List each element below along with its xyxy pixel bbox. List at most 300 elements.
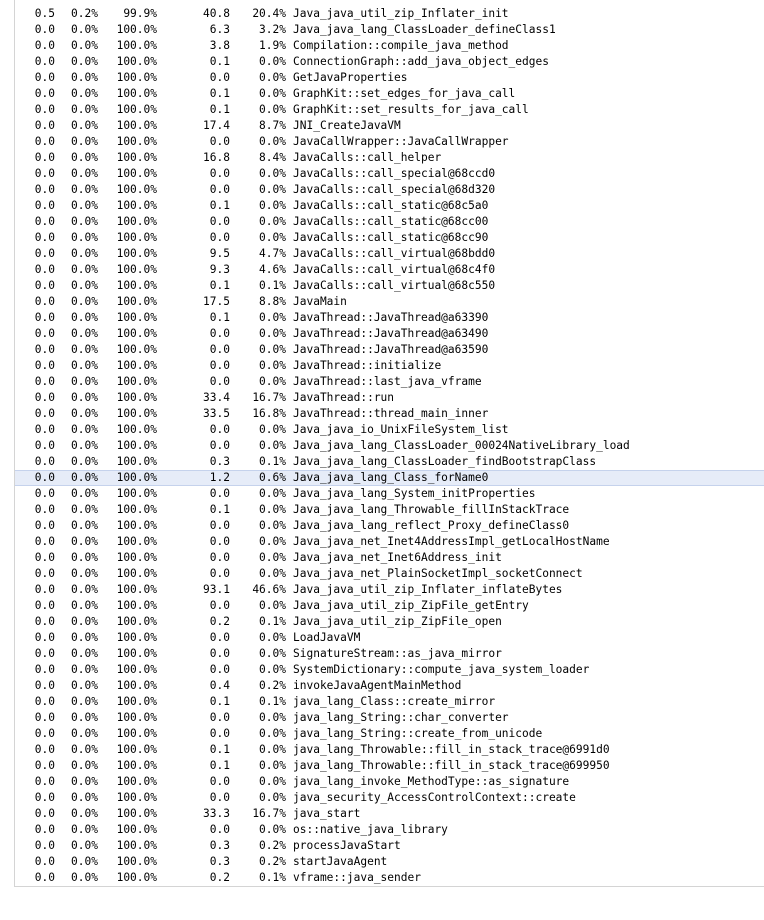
table-row[interactable]	[0, 662, 764, 678]
table-row[interactable]	[0, 118, 764, 134]
total-percent-cell: 0.0%	[259, 311, 286, 324]
total-time-cell: 0.0	[209, 519, 230, 532]
total-time-cell: 0.1	[209, 55, 230, 68]
total-time-cell: 0.0	[209, 631, 230, 644]
total-percent-cell: 0.0%	[259, 423, 286, 436]
total-percent-cell: 0.0%	[259, 711, 286, 724]
self-time-cell: 0.0	[34, 855, 55, 868]
total-percent-cell: 0.0%	[259, 71, 286, 84]
self-percent-cell: 0.0%	[71, 551, 98, 564]
total-percent-cell: 20.4%	[252, 7, 286, 20]
table-row[interactable]	[0, 726, 764, 742]
cumulative-percent-cell: 100.0%	[116, 663, 157, 676]
cumulative-percent-cell: 100.0%	[116, 151, 157, 164]
bottom-divider	[14, 886, 764, 887]
total-time-cell: 0.0	[209, 423, 230, 436]
function-name-cell: Compilation::compile_java_method	[293, 39, 509, 52]
self-time-cell: 0.0	[34, 103, 55, 116]
total-time-cell: 0.0	[209, 823, 230, 836]
self-percent-cell: 0.0%	[71, 439, 98, 452]
total-percent-cell: 1.9%	[259, 39, 286, 52]
function-name-cell: JavaCalls::call_special@68ccd0	[293, 167, 496, 180]
table-row[interactable]	[0, 262, 764, 278]
self-time-cell: 0.0	[34, 199, 55, 212]
total-percent-cell: 0.0%	[259, 375, 286, 388]
total-percent-cell: 16.7%	[252, 391, 286, 404]
total-percent-cell: 0.0%	[259, 343, 286, 356]
total-time-cell: 0.1	[209, 695, 230, 708]
self-time-cell: 0.0	[34, 471, 55, 484]
table-row[interactable]	[0, 454, 764, 470]
total-time-cell: 0.0	[209, 215, 230, 228]
total-time-cell: 9.3	[209, 263, 230, 276]
self-percent-cell: 0.0%	[71, 407, 98, 420]
table-row[interactable]	[0, 742, 764, 758]
self-time-cell: 0.0	[34, 215, 55, 228]
cumulative-percent-cell: 99.9%	[123, 7, 157, 20]
total-percent-cell: 0.0%	[259, 167, 286, 180]
self-percent-cell: 0.0%	[71, 103, 98, 116]
table-row[interactable]	[0, 774, 764, 790]
self-percent-cell: 0.0%	[71, 167, 98, 180]
table-row[interactable]	[0, 294, 764, 310]
table-row[interactable]	[0, 246, 764, 262]
cumulative-percent-cell: 100.0%	[116, 679, 157, 692]
cumulative-percent-cell: 100.0%	[116, 279, 157, 292]
self-percent-cell: 0.0%	[71, 599, 98, 612]
self-time-cell: 0.0	[34, 311, 55, 324]
function-name-cell: java_lang_invoke_MethodType::as_signature	[293, 775, 570, 788]
cumulative-percent-cell: 100.0%	[116, 231, 157, 244]
table-row[interactable]	[0, 422, 764, 438]
table-row[interactable]	[0, 630, 764, 646]
self-time-cell: 0.0	[34, 519, 55, 532]
function-name-cell: JavaThread::run	[293, 391, 395, 404]
table-row[interactable]	[0, 278, 764, 294]
function-name-cell: vframe::java_sender	[293, 871, 421, 884]
self-percent-cell: 0.0%	[71, 775, 98, 788]
total-percent-cell: 0.0%	[259, 631, 286, 644]
function-name-cell: Java_java_net_PlainSocketImpl_socketConnect	[293, 567, 583, 580]
cumulative-percent-cell: 100.0%	[116, 119, 157, 132]
total-percent-cell: 0.0%	[259, 759, 286, 772]
cumulative-percent-cell: 100.0%	[116, 103, 157, 116]
total-percent-cell: 0.0%	[259, 567, 286, 580]
self-time-cell: 0.0	[34, 279, 55, 292]
cumulative-percent-cell: 100.0%	[116, 311, 157, 324]
cumulative-percent-cell: 100.0%	[116, 455, 157, 468]
function-name-cell: Java_java_util_zip_Inflater_inflateBytes	[293, 583, 563, 596]
total-time-cell: 0.0	[209, 359, 230, 372]
cumulative-percent-cell: 100.0%	[116, 711, 157, 724]
self-time-cell: 0.0	[34, 359, 55, 372]
total-time-cell: 0.1	[209, 311, 230, 324]
self-time-cell: 0.0	[34, 231, 55, 244]
self-percent-cell: 0.0%	[71, 535, 98, 548]
total-time-cell: 0.0	[209, 599, 230, 612]
cumulative-percent-cell: 100.0%	[116, 519, 157, 532]
total-percent-cell: 0.0%	[259, 183, 286, 196]
self-time-cell: 0.0	[34, 247, 55, 260]
function-name-cell: JavaThread::last_java_vframe	[293, 375, 482, 388]
self-percent-cell: 0.0%	[71, 215, 98, 228]
total-time-cell: 0.0	[209, 167, 230, 180]
cumulative-percent-cell: 100.0%	[116, 135, 157, 148]
function-name-cell: JNI_CreateJavaVM	[293, 119, 401, 132]
table-row[interactable]	[0, 86, 764, 102]
total-percent-cell: 0.0%	[259, 487, 286, 500]
total-percent-cell: 0.1%	[259, 871, 286, 884]
table-row[interactable]	[0, 838, 764, 854]
self-time-cell: 0.0	[34, 823, 55, 836]
table-row[interactable]	[0, 390, 764, 406]
table-row[interactable]	[0, 790, 764, 806]
total-percent-cell: 0.0%	[259, 439, 286, 452]
table-row[interactable]	[0, 854, 764, 870]
self-time-cell: 0.0	[34, 263, 55, 276]
table-row[interactable]	[0, 822, 764, 838]
function-name-cell: JavaCalls::call_static@68c5a0	[293, 199, 489, 212]
table-row[interactable]	[0, 326, 764, 342]
cumulative-percent-cell: 100.0%	[116, 295, 157, 308]
self-time-cell: 0.0	[34, 487, 55, 500]
cumulative-percent-cell: 100.0%	[116, 583, 157, 596]
cumulative-percent-cell: 100.0%	[116, 487, 157, 500]
self-percent-cell: 0.0%	[71, 423, 98, 436]
table-row[interactable]	[0, 598, 764, 614]
function-name-cell: JavaThread::JavaThread@a63490	[293, 327, 489, 340]
total-percent-cell: 0.1%	[259, 455, 286, 468]
cumulative-percent-cell: 100.0%	[116, 567, 157, 580]
table-row[interactable]	[0, 198, 764, 214]
self-percent-cell: 0.0%	[71, 327, 98, 340]
cumulative-percent-cell: 100.0%	[116, 871, 157, 884]
function-name-cell: Java_java_lang_ClassLoader_00024NativeLibrary_load	[293, 439, 630, 452]
function-name-cell: java_start	[293, 807, 361, 820]
function-name-cell: Java_java_lang_Class_forName0	[293, 471, 489, 484]
self-time-cell: 0.0	[34, 871, 55, 884]
self-time-cell: 0.0	[34, 775, 55, 788]
self-percent-cell: 0.0%	[71, 391, 98, 404]
total-time-cell: 0.1	[209, 103, 230, 116]
table-row[interactable]	[0, 374, 764, 390]
self-time-cell: 0.0	[34, 583, 55, 596]
self-percent-cell: 0.0%	[71, 359, 98, 372]
cumulative-percent-cell: 100.0%	[116, 599, 157, 612]
cumulative-percent-cell: 100.0%	[116, 839, 157, 852]
table-row[interactable]	[0, 646, 764, 662]
self-time-cell: 0.0	[34, 55, 55, 68]
total-percent-cell: 0.1%	[259, 279, 286, 292]
function-name-cell: startJavaAgent	[293, 855, 388, 868]
self-percent-cell: 0.0%	[71, 455, 98, 468]
table-row[interactable]	[0, 166, 764, 182]
self-percent-cell: 0.0%	[71, 311, 98, 324]
table-row[interactable]	[0, 486, 764, 502]
self-percent-cell: 0.0%	[71, 343, 98, 356]
total-percent-cell: 0.0%	[259, 743, 286, 756]
function-name-cell: GraphKit::set_edges_for_java_call	[293, 87, 516, 100]
function-name-cell: invokeJavaAgentMainMethod	[293, 679, 462, 692]
self-percent-cell: 0.0%	[71, 55, 98, 68]
table-row[interactable]	[0, 518, 764, 534]
total-percent-cell: 0.0%	[259, 87, 286, 100]
table-row[interactable]	[0, 38, 764, 54]
self-percent-cell: 0.0%	[71, 647, 98, 660]
total-time-cell: 0.3	[209, 855, 230, 868]
table-row[interactable]	[0, 342, 764, 358]
cumulative-percent-cell: 100.0%	[116, 439, 157, 452]
total-time-cell: 0.0	[209, 135, 230, 148]
self-percent-cell: 0.0%	[71, 759, 98, 772]
table-row[interactable]	[0, 550, 764, 566]
self-percent-cell: 0.0%	[71, 23, 98, 36]
total-percent-cell: 16.7%	[252, 807, 286, 820]
total-time-cell: 0.1	[209, 759, 230, 772]
table-row[interactable]	[0, 134, 764, 150]
total-percent-cell: 0.2%	[259, 679, 286, 692]
self-time-cell: 0.0	[34, 647, 55, 660]
self-percent-cell: 0.0%	[71, 87, 98, 100]
total-time-cell: 0.1	[209, 279, 230, 292]
total-time-cell: 3.8	[209, 39, 230, 52]
total-time-cell: 0.0	[209, 535, 230, 548]
self-percent-cell: 0.0%	[71, 151, 98, 164]
function-name-cell: GraphKit::set_results_for_java_call	[293, 103, 529, 116]
self-time-cell: 0.5	[34, 7, 55, 20]
self-time-cell: 0.0	[34, 839, 55, 852]
cumulative-percent-cell: 100.0%	[116, 343, 157, 356]
table-row[interactable]	[0, 182, 764, 198]
total-time-cell: 0.0	[209, 663, 230, 676]
function-name-cell: JavaCallWrapper::JavaCallWrapper	[293, 135, 509, 148]
table-row[interactable]	[0, 214, 764, 230]
total-percent-cell: 0.0%	[259, 791, 286, 804]
function-name-cell: java_lang_Throwable::fill_in_stack_trace@699950	[293, 759, 610, 772]
total-percent-cell: 0.6%	[259, 471, 286, 484]
table-row[interactable]	[0, 710, 764, 726]
total-percent-cell: 0.0%	[259, 663, 286, 676]
cumulative-percent-cell: 100.0%	[116, 759, 157, 772]
self-time-cell: 0.0	[34, 535, 55, 548]
self-time-cell: 0.0	[34, 727, 55, 740]
self-percent-cell: 0.2%	[71, 7, 98, 20]
table-row[interactable]	[0, 694, 764, 710]
total-time-cell: 0.0	[209, 487, 230, 500]
total-time-cell: 0.2	[209, 615, 230, 628]
total-percent-cell: 4.7%	[259, 247, 286, 260]
function-name-cell: JavaCalls::call_static@68cc90	[293, 231, 489, 244]
function-name-cell: java_lang_Class::create_mirror	[293, 695, 496, 708]
cumulative-percent-cell: 100.0%	[116, 71, 157, 84]
total-time-cell: 0.0	[209, 775, 230, 788]
self-percent-cell: 0.0%	[71, 183, 98, 196]
total-time-cell: 0.1	[209, 87, 230, 100]
cumulative-percent-cell: 100.0%	[116, 535, 157, 548]
function-name-cell: Java_java_lang_Throwable_fillInStackTrace	[293, 503, 570, 516]
cumulative-percent-cell: 100.0%	[116, 55, 157, 68]
cumulative-percent-cell: 100.0%	[116, 727, 157, 740]
table-row[interactable]	[0, 102, 764, 118]
self-percent-cell: 0.0%	[71, 199, 98, 212]
table-row[interactable]	[0, 582, 764, 598]
total-percent-cell: 0.0%	[259, 647, 286, 660]
self-percent-cell: 0.0%	[71, 119, 98, 132]
table-row[interactable]	[0, 534, 764, 550]
self-percent-cell: 0.0%	[71, 583, 98, 596]
self-time-cell: 0.0	[34, 759, 55, 772]
table-row[interactable]	[0, 54, 764, 70]
self-percent-cell: 0.0%	[71, 631, 98, 644]
self-time-cell: 0.0	[34, 183, 55, 196]
cumulative-percent-cell: 100.0%	[116, 407, 157, 420]
cumulative-percent-cell: 100.0%	[116, 167, 157, 180]
total-time-cell: 0.0	[209, 727, 230, 740]
table-row[interactable]	[0, 566, 764, 582]
table-row[interactable]	[0, 678, 764, 694]
self-time-cell: 0.0	[34, 71, 55, 84]
self-time-cell: 0.0	[34, 439, 55, 452]
total-percent-cell: 8.8%	[259, 295, 286, 308]
total-percent-cell: 0.0%	[259, 519, 286, 532]
cumulative-percent-cell: 100.0%	[116, 807, 157, 820]
function-name-cell: Java_java_io_UnixFileSystem_list	[293, 423, 509, 436]
table-row[interactable]	[0, 614, 764, 630]
total-percent-cell: 46.6%	[252, 583, 286, 596]
self-percent-cell: 0.0%	[71, 519, 98, 532]
cumulative-percent-cell: 100.0%	[116, 855, 157, 868]
total-percent-cell: 0.0%	[259, 359, 286, 372]
self-time-cell: 0.0	[34, 791, 55, 804]
function-name-cell: Java_java_lang_reflect_Proxy_defineClass0	[293, 519, 570, 532]
table-row[interactable]	[0, 230, 764, 246]
total-time-cell: 0.0	[209, 327, 230, 340]
total-percent-cell: 0.0%	[259, 55, 286, 68]
total-percent-cell: 0.1%	[259, 695, 286, 708]
table-row[interactable]	[0, 438, 764, 454]
total-time-cell: 1.2	[209, 471, 230, 484]
total-time-cell: 0.2	[209, 871, 230, 884]
total-time-cell: 0.0	[209, 71, 230, 84]
self-time-cell: 0.0	[34, 663, 55, 676]
table-row[interactable]	[0, 358, 764, 374]
self-time-cell: 0.0	[34, 711, 55, 724]
self-time-cell: 0.0	[34, 407, 55, 420]
self-percent-cell: 0.0%	[71, 679, 98, 692]
self-percent-cell: 0.0%	[71, 135, 98, 148]
function-name-cell: Java_java_lang_System_initProperties	[293, 487, 536, 500]
total-percent-cell: 0.0%	[259, 599, 286, 612]
self-percent-cell: 0.0%	[71, 375, 98, 388]
self-time-cell: 0.0	[34, 743, 55, 756]
self-percent-cell: 0.0%	[71, 695, 98, 708]
table-row[interactable]	[0, 870, 764, 886]
cumulative-percent-cell: 100.0%	[116, 775, 157, 788]
total-time-cell: 40.8	[203, 7, 230, 20]
total-percent-cell: 0.0%	[259, 535, 286, 548]
total-time-cell: 17.4	[203, 119, 230, 132]
table-row[interactable]	[0, 806, 764, 822]
total-time-cell: 17.5	[203, 295, 230, 308]
self-percent-cell: 0.0%	[71, 567, 98, 580]
function-name-cell: GetJavaProperties	[293, 71, 408, 84]
function-name-cell: JavaCalls::call_helper	[293, 151, 442, 164]
cumulative-percent-cell: 100.0%	[116, 791, 157, 804]
cumulative-percent-cell: 100.0%	[116, 359, 157, 372]
self-percent-cell: 0.0%	[71, 663, 98, 676]
function-name-cell: processJavaStart	[293, 839, 401, 852]
self-percent-cell: 0.0%	[71, 71, 98, 84]
function-name-cell: JavaCalls::call_virtual@68c4f0	[293, 263, 496, 276]
cumulative-percent-cell: 100.0%	[116, 23, 157, 36]
total-percent-cell: 8.7%	[259, 119, 286, 132]
total-percent-cell: 0.1%	[259, 615, 286, 628]
total-percent-cell: 0.0%	[259, 503, 286, 516]
table-row[interactable]	[0, 758, 764, 774]
cumulative-percent-cell: 100.0%	[116, 823, 157, 836]
self-time-cell: 0.0	[34, 615, 55, 628]
cumulative-percent-cell: 100.0%	[116, 87, 157, 100]
function-name-cell: ConnectionGraph::add_java_object_edges	[293, 55, 549, 68]
total-percent-cell: 8.4%	[259, 151, 286, 164]
self-percent-cell: 0.0%	[71, 487, 98, 500]
table-row[interactable]	[0, 406, 764, 422]
function-name-cell: Java_java_net_Inet4AddressImpl_getLocalHostName	[293, 535, 610, 548]
total-time-cell: 0.0	[209, 711, 230, 724]
self-percent-cell: 0.0%	[71, 743, 98, 756]
total-percent-cell: 4.6%	[259, 263, 286, 276]
table-row[interactable]	[0, 150, 764, 166]
total-time-cell: 0.0	[209, 343, 230, 356]
self-percent-cell: 0.0%	[71, 247, 98, 260]
self-time-cell: 0.0	[34, 679, 55, 692]
self-time-cell: 0.0	[34, 327, 55, 340]
cumulative-percent-cell: 100.0%	[116, 647, 157, 660]
self-percent-cell: 0.0%	[71, 807, 98, 820]
self-time-cell: 0.0	[34, 151, 55, 164]
function-name-cell: java_security_AccessControlContext::create	[293, 791, 576, 804]
cumulative-percent-cell: 100.0%	[116, 247, 157, 260]
table-row[interactable]	[0, 22, 764, 38]
table-row[interactable]	[0, 6, 764, 22]
total-percent-cell: 0.2%	[259, 839, 286, 852]
total-percent-cell: 0.2%	[259, 855, 286, 868]
total-percent-cell: 0.0%	[259, 327, 286, 340]
total-time-cell: 0.0	[209, 647, 230, 660]
self-time-cell: 0.0	[34, 807, 55, 820]
table-row-selected[interactable]	[0, 470, 764, 486]
total-percent-cell: 0.0%	[259, 551, 286, 564]
total-time-cell: 6.3	[209, 23, 230, 36]
self-percent-cell: 0.0%	[71, 711, 98, 724]
self-percent-cell: 0.0%	[71, 855, 98, 868]
function-name-cell: Java_java_net_Inet6Address_init	[293, 551, 502, 564]
function-name-cell: JavaThread::thread_main_inner	[293, 407, 489, 420]
cumulative-percent-cell: 100.0%	[116, 263, 157, 276]
table-row[interactable]	[0, 502, 764, 518]
total-time-cell: 0.0	[209, 791, 230, 804]
table-row[interactable]	[0, 310, 764, 326]
self-time-cell: 0.0	[34, 503, 55, 516]
cumulative-percent-cell: 100.0%	[116, 423, 157, 436]
total-time-cell: 0.0	[209, 231, 230, 244]
table-row[interactable]	[0, 70, 764, 86]
cumulative-percent-cell: 100.0%	[116, 199, 157, 212]
function-name-cell: JavaCalls::call_special@68d320	[293, 183, 496, 196]
total-percent-cell: 0.0%	[259, 231, 286, 244]
total-time-cell: 33.4	[203, 391, 230, 404]
self-time-cell: 0.0	[34, 695, 55, 708]
